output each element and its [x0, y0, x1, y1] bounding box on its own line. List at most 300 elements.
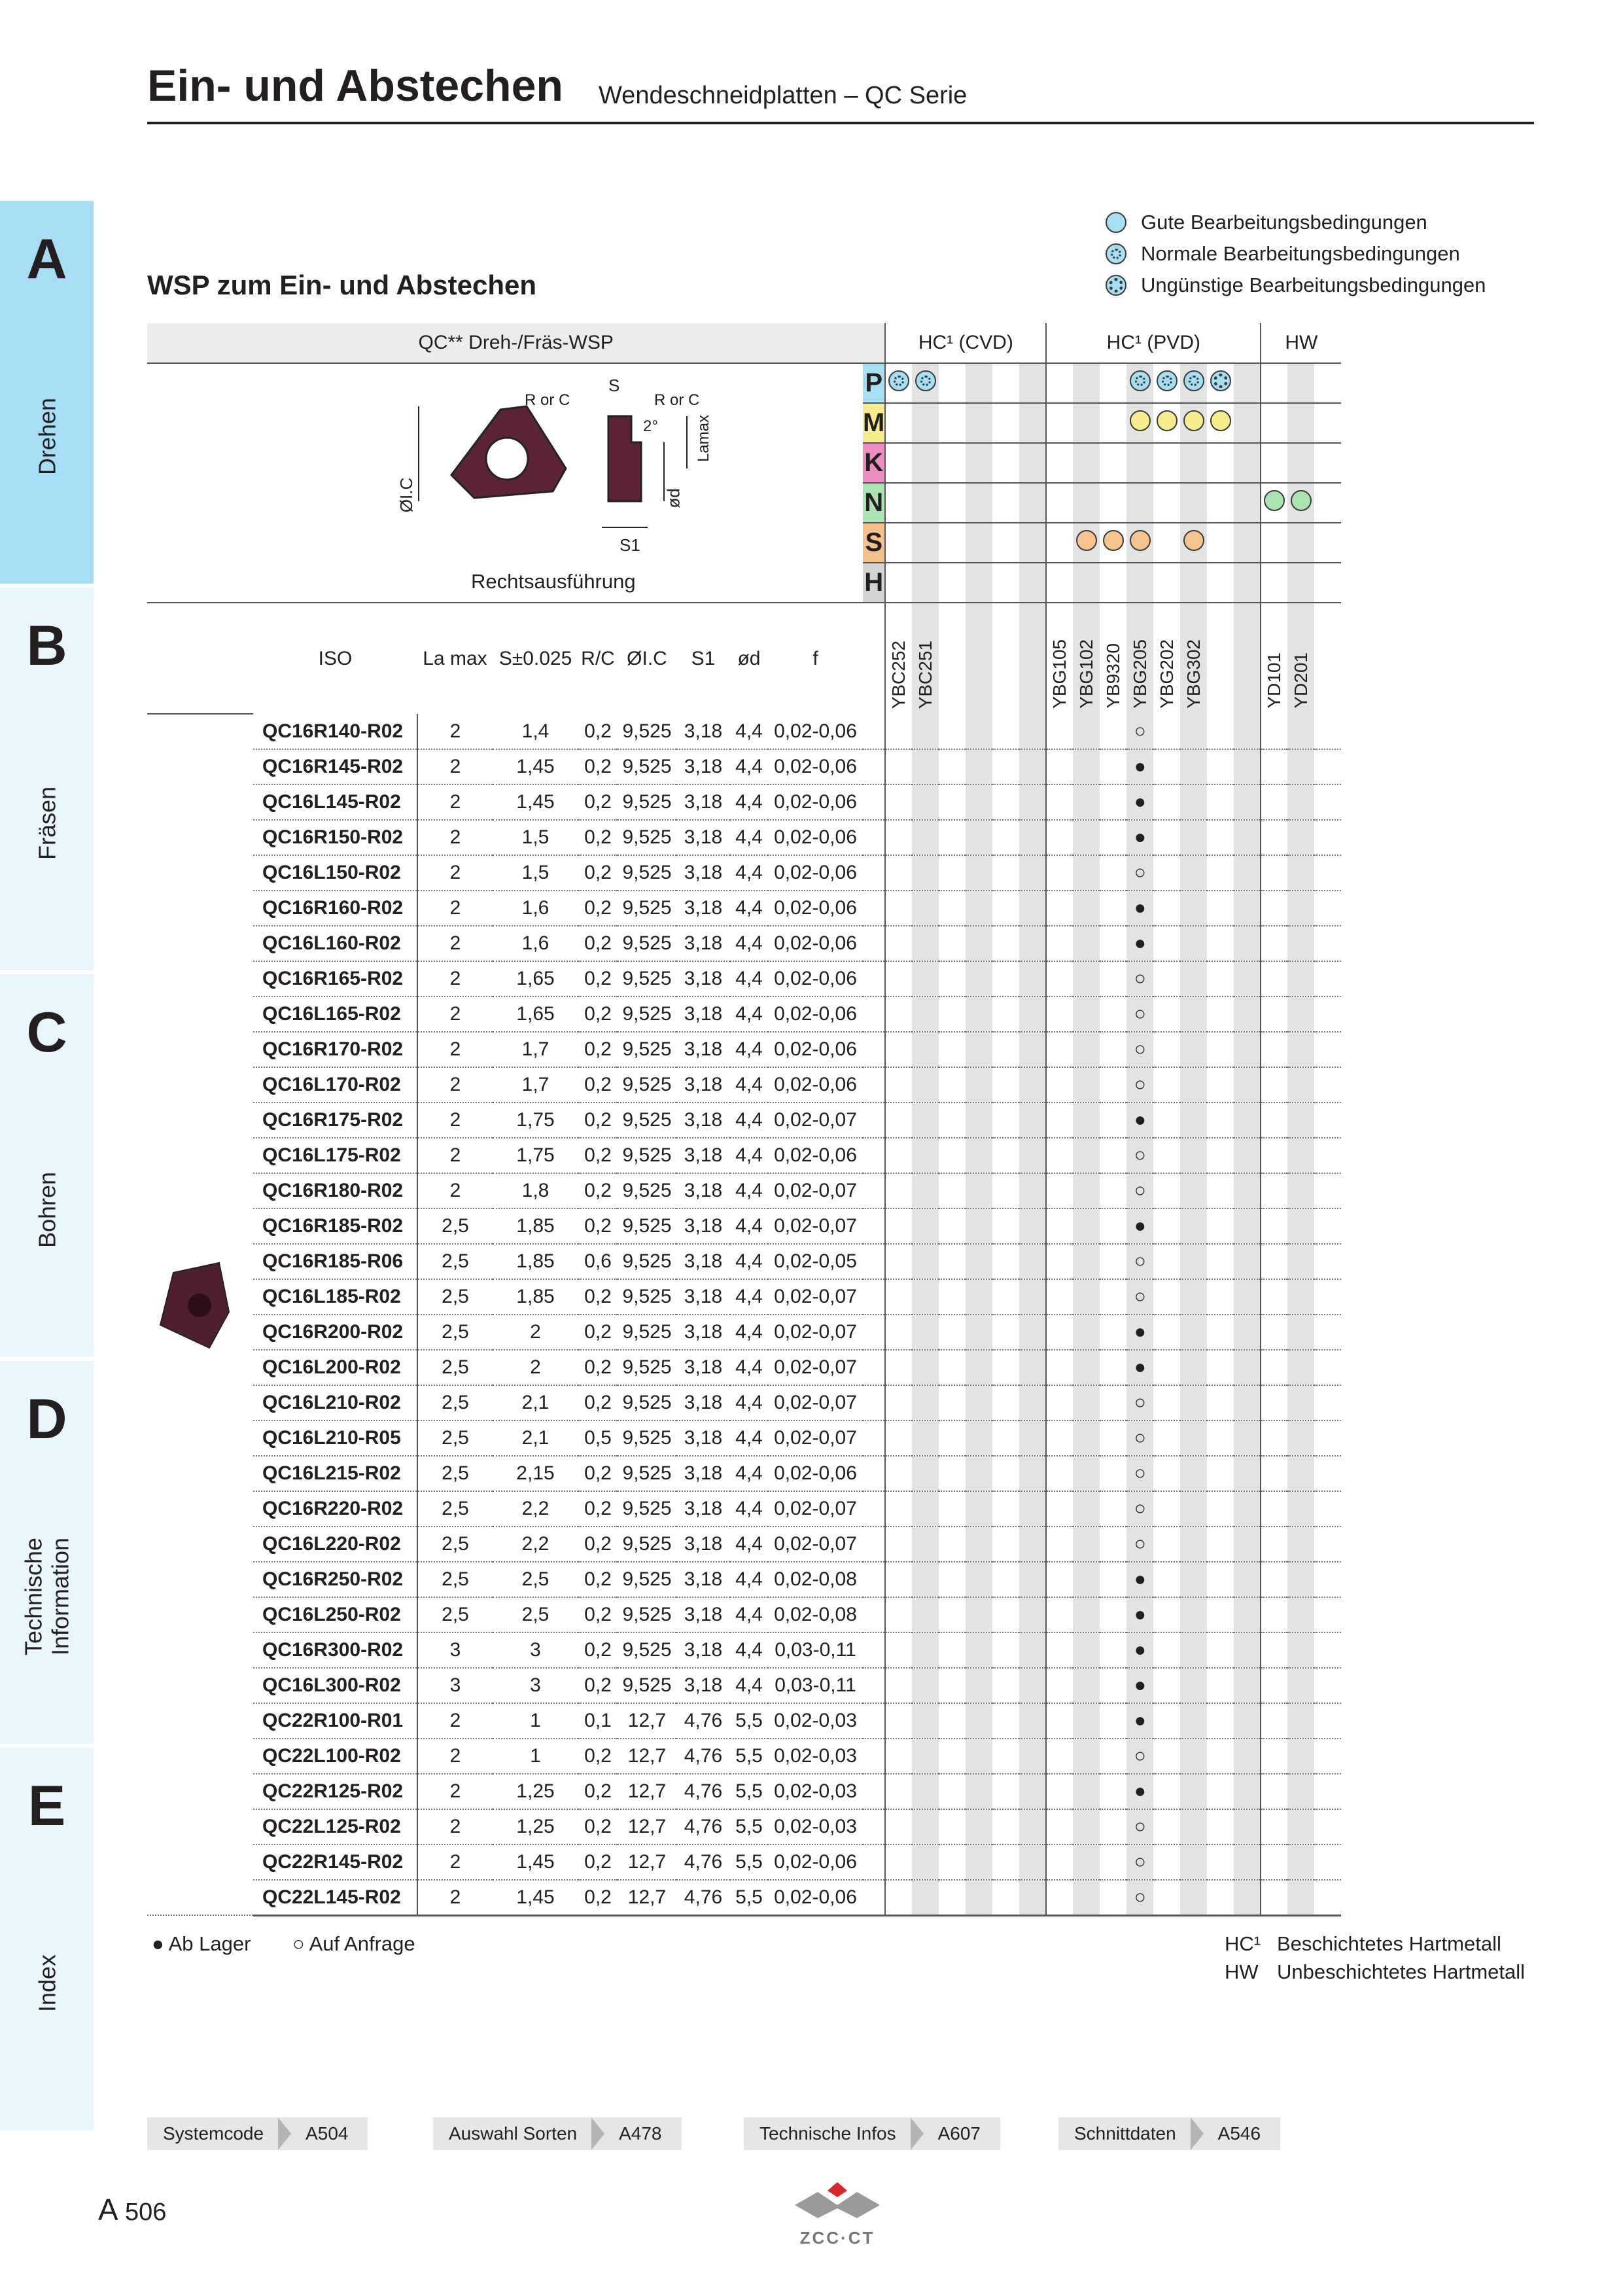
legend-normal — [1106, 242, 1460, 266]
grade-cell — [1314, 891, 1341, 926]
row-value: 9,525 — [618, 1138, 676, 1173]
grade-cell — [1073, 1350, 1100, 1385]
grade-cell — [1287, 363, 1314, 403]
diagram-r-right-label: R or C — [654, 391, 700, 409]
grade-cell — [1046, 1315, 1073, 1350]
row-value: 9,525 — [618, 1633, 676, 1668]
grade-cell — [1100, 1421, 1126, 1456]
grade-cell — [1287, 1244, 1314, 1279]
grade-cell — [1180, 1385, 1207, 1421]
grade-cell — [1234, 926, 1261, 961]
grade-cell — [1046, 1845, 1073, 1880]
legend-on-request: ○ Auf Anfrage — [292, 1932, 415, 1955]
row-value: 9,525 — [618, 1456, 676, 1491]
row-value: 0,2 — [578, 1880, 618, 1915]
grade-cell — [1261, 1032, 1287, 1067]
row-value: 9,525 — [618, 1209, 676, 1244]
row-value: 0,03-0,11 — [768, 1633, 863, 1668]
hw-text: Unbeschichtetes Hartmetall — [1277, 1960, 1526, 1983]
row-value: 2 — [417, 749, 493, 785]
grade-cell — [966, 1032, 992, 1067]
grade-cell — [1207, 483, 1234, 523]
row-value: 4,4 — [730, 1456, 768, 1491]
grade-cell — [1287, 1103, 1314, 1138]
grade-cell — [1180, 714, 1207, 749]
row-value: 3,18 — [676, 749, 730, 785]
grade-cell — [1234, 1597, 1261, 1633]
spacer-cell — [863, 1809, 885, 1845]
grade-cell — [939, 855, 966, 891]
hc-text: Beschichtetes Hartmetall — [1277, 1932, 1501, 1955]
nav-link-2[interactable] — [744, 2117, 1000, 2150]
grade-cell — [966, 1668, 992, 1703]
column-header: S±0.025 — [493, 603, 578, 714]
row-value: 2 — [417, 1067, 493, 1103]
row-value: 5,5 — [730, 1703, 768, 1739]
grade-cell — [939, 1032, 966, 1067]
grade-cell — [912, 1562, 939, 1597]
grade-cell — [885, 1809, 912, 1845]
logo-mark-icon — [782, 2179, 893, 2225]
column-header: S1 — [676, 603, 730, 714]
row-value: 4,4 — [730, 1103, 768, 1138]
spacer-cell — [863, 1173, 885, 1209]
grade-cell — [1153, 1315, 1180, 1350]
grade-cell — [1207, 997, 1234, 1032]
grade-cell — [1234, 1032, 1261, 1067]
row-value: 4,4 — [730, 1279, 768, 1315]
table-row — [147, 1244, 1341, 1279]
grade-cell — [1073, 1491, 1100, 1527]
grade-cell — [1019, 1633, 1046, 1668]
grade-cell — [1314, 1633, 1341, 1668]
grade-cell — [1314, 1668, 1341, 1703]
grade-cell — [1073, 1527, 1100, 1562]
row-value: 5,5 — [730, 1845, 768, 1880]
tab-label: Bohren — [33, 1171, 61, 1248]
nav-page: A546 — [1217, 2123, 1261, 2144]
row-value: 5,5 — [730, 1739, 768, 1774]
grade-group-header: HC¹ (CVD) — [885, 323, 1046, 363]
row-value: 3,18 — [676, 1032, 730, 1067]
grade-cell — [1207, 926, 1234, 961]
row-value: 3,18 — [676, 1279, 730, 1315]
grade-cell — [1100, 1244, 1126, 1279]
grade-cell — [1287, 749, 1314, 785]
grade-cell — [912, 1880, 939, 1915]
grade-cell — [1046, 363, 1073, 403]
grade-cell — [1126, 603, 1153, 714]
grade-cell — [1073, 997, 1100, 1032]
iso-code: QC16R160-R02 — [253, 891, 417, 926]
availability-marker: ● — [1126, 1774, 1153, 1809]
grade-cell — [966, 1244, 992, 1279]
grade-cell — [885, 1845, 912, 1880]
spacer-cell — [863, 749, 885, 785]
grade-cell — [992, 1315, 1019, 1350]
spacer-cell — [863, 1597, 885, 1633]
diagram-angle-label: 2° — [643, 417, 658, 435]
grade-cell — [1046, 523, 1073, 563]
grade-cell — [939, 891, 966, 926]
grade-cell — [992, 363, 1019, 403]
grade-cell — [1287, 1456, 1314, 1491]
material-m: M — [863, 403, 885, 443]
row-value: 4,4 — [730, 714, 768, 749]
grade-cell — [1100, 820, 1126, 855]
grade-cell — [1100, 926, 1126, 961]
row-value: 2 — [417, 820, 493, 855]
iso-code: QC16L175-R02 — [253, 1138, 417, 1173]
row-value: 4,4 — [730, 855, 768, 891]
grade-cell — [1019, 1067, 1046, 1103]
row-value: 0,2 — [578, 1385, 618, 1421]
grade-cell — [1153, 1845, 1180, 1880]
row-value: 1,5 — [493, 855, 578, 891]
grade-cell — [1314, 1103, 1341, 1138]
table-row — [147, 1421, 1341, 1456]
grade-cell — [1314, 1421, 1341, 1456]
grade-cell — [1207, 1597, 1234, 1633]
grade-cell — [992, 1456, 1019, 1491]
grade-cell — [1207, 1880, 1234, 1915]
grade-cell — [992, 483, 1019, 523]
material-n: N — [863, 483, 885, 523]
grade-cell — [1046, 1633, 1073, 1668]
row-value: 0,02-0,06 — [768, 1067, 863, 1103]
row-value: 0,2 — [578, 1597, 618, 1633]
column-header: R/C — [578, 603, 618, 714]
grade-cell — [1180, 1527, 1207, 1562]
row-value: 1,85 — [493, 1209, 578, 1244]
grade-cell — [992, 1880, 1019, 1915]
nav-link-3[interactable] — [1058, 2117, 1280, 2150]
row-value: 4,4 — [730, 997, 768, 1032]
row-value: 0,02-0,06 — [768, 997, 863, 1032]
grade-cell — [966, 483, 992, 523]
grade-cell — [1207, 563, 1234, 603]
row-value: 2 — [417, 961, 493, 997]
grade-cell — [1153, 785, 1180, 820]
grade-cell — [1100, 1562, 1126, 1597]
grade-cell — [885, 785, 912, 820]
grade-cell — [939, 749, 966, 785]
material-k: K — [863, 443, 885, 483]
row-value: 0,02-0,07 — [768, 1315, 863, 1350]
grade-cell — [1207, 1350, 1234, 1385]
grade-cell — [1234, 363, 1261, 403]
grade-cell — [992, 1138, 1019, 1173]
grade-cell — [992, 603, 1019, 714]
grade-cell — [1153, 891, 1180, 926]
row-value: 0,02-0,06 — [768, 926, 863, 961]
grade-cell — [1261, 1880, 1287, 1915]
grade-cell — [1234, 997, 1261, 1032]
grade-cell — [1261, 1668, 1287, 1703]
grade-cell — [885, 1880, 912, 1915]
grade-cell — [885, 1350, 912, 1385]
row-value: 2,1 — [493, 1385, 578, 1421]
grade-cell — [939, 1350, 966, 1385]
grade-cell — [1153, 749, 1180, 785]
grade-cell — [939, 1244, 966, 1279]
grade-cell — [966, 891, 992, 926]
grade-cell — [1234, 714, 1261, 749]
row-value: 0,02-0,07 — [768, 1209, 863, 1244]
availability-marker: ○ — [1126, 855, 1153, 891]
row-value: 0,2 — [578, 961, 618, 997]
grade-cell — [885, 1597, 912, 1633]
availability-marker: ○ — [1126, 1880, 1153, 1915]
grade-cell — [1234, 891, 1261, 926]
grade-cell — [1287, 926, 1314, 961]
grade-cell — [1180, 1845, 1207, 1880]
iso-code: QC16R140-R02 — [253, 714, 417, 749]
iso-code: QC16L210-R05 — [253, 1421, 417, 1456]
row-value: 9,525 — [618, 1527, 676, 1562]
grade-cell — [1073, 961, 1100, 997]
grade-cell — [939, 1067, 966, 1103]
grade-cell — [992, 443, 1019, 483]
row-value: 12,7 — [618, 1774, 676, 1809]
grade-cell — [1287, 1668, 1314, 1703]
grade-cell — [1261, 926, 1287, 961]
grade-cell — [1073, 603, 1100, 714]
row-value: 2 — [417, 1880, 493, 1915]
grade-cell — [1261, 1527, 1287, 1562]
grade-cell — [1180, 1173, 1207, 1209]
grade-cell — [1073, 1633, 1100, 1668]
grade-cell — [1314, 363, 1341, 403]
grade-cell — [1314, 1279, 1341, 1315]
grade-cell — [966, 1633, 992, 1668]
grade-cell — [1261, 749, 1287, 785]
nav-page: A607 — [937, 2123, 981, 2144]
table-row — [147, 1562, 1341, 1597]
grade-cell — [1019, 1209, 1046, 1244]
spacer-cell — [863, 1067, 885, 1103]
row-value: 9,525 — [618, 997, 676, 1032]
iso-code: QC16R185-R06 — [253, 1244, 417, 1279]
row-value: 5,5 — [730, 1880, 768, 1915]
grade-cell — [939, 1809, 966, 1845]
grade-cell — [1100, 1845, 1126, 1880]
grade-cell — [1180, 1456, 1207, 1491]
grade-group-header: HW — [1261, 323, 1341, 363]
spacer-cell — [863, 1315, 885, 1350]
grade-cell — [966, 855, 992, 891]
iso-code: QC16R150-R02 — [253, 820, 417, 855]
grade-cell — [885, 1633, 912, 1668]
row-value: 3,18 — [676, 1209, 730, 1244]
row-value: 9,525 — [618, 1562, 676, 1597]
availability-marker: ○ — [1126, 1845, 1153, 1880]
grade-cell — [912, 1209, 939, 1244]
grade-cell — [1261, 714, 1287, 749]
grade-cell — [1019, 1774, 1046, 1809]
grade-cell — [1073, 785, 1100, 820]
grade-cell — [1207, 1845, 1234, 1880]
grade-cell — [885, 403, 912, 443]
row-value: 0,02-0,05 — [768, 1244, 863, 1279]
logo-text: ZCC·CT — [799, 2228, 875, 2248]
availability-marker: ○ — [1126, 1067, 1153, 1103]
grade-cell — [1314, 961, 1341, 997]
page-digits: 506 — [124, 2199, 167, 2226]
grade-cell — [1180, 820, 1207, 855]
grade-cell — [1287, 603, 1314, 714]
grade-cell — [1019, 1279, 1046, 1315]
row-value: 3,18 — [676, 820, 730, 855]
grade-cell — [1314, 749, 1341, 785]
grade-cell — [966, 1315, 992, 1350]
iso-code: QC22L145-R02 — [253, 1880, 417, 1915]
row-value: 2 — [417, 997, 493, 1032]
normal-marker-icon — [1106, 243, 1126, 264]
grade-cell — [1261, 997, 1287, 1032]
row-value: 9,525 — [618, 1315, 676, 1350]
grade-cell — [1207, 603, 1234, 714]
grade-cell — [1153, 1279, 1180, 1315]
grade-cell — [939, 1315, 966, 1350]
grade-cell — [1153, 1209, 1180, 1244]
tab-b[interactable] — [0, 588, 94, 970]
row-value: 5,5 — [730, 1809, 768, 1845]
grade-cell — [1261, 1633, 1287, 1668]
legend-gut — [1106, 211, 1427, 234]
grade-cell — [939, 1633, 966, 1668]
row-value: 4,4 — [730, 820, 768, 855]
grade-cell — [1153, 1668, 1180, 1703]
grade-cell — [992, 1173, 1019, 1209]
grade-cell — [966, 1067, 992, 1103]
grade-cell — [885, 523, 912, 563]
grade-cell — [1073, 1279, 1100, 1315]
availability-marker: ● — [1126, 1703, 1153, 1739]
row-value: 0,2 — [578, 1774, 618, 1809]
grade-cell — [1073, 1209, 1100, 1244]
grade-cell — [885, 1067, 912, 1103]
grade-cell — [1261, 1209, 1287, 1244]
tab-c[interactable] — [0, 974, 94, 1357]
row-value: 9,525 — [618, 1067, 676, 1103]
grade-cell — [992, 1845, 1019, 1880]
tab-a[interactable] — [0, 201, 94, 584]
row-value: 3,18 — [676, 1315, 730, 1350]
spacer-cell — [863, 1279, 885, 1315]
row-value: 0,2 — [578, 785, 618, 820]
grade-cell — [1019, 1491, 1046, 1527]
grade-cell — [1126, 563, 1153, 603]
grade-cell — [1153, 563, 1180, 603]
grade-cell — [939, 1138, 966, 1173]
nav-link-0[interactable] — [147, 2117, 368, 2150]
grade-cell — [992, 1633, 1019, 1668]
grade-cell — [885, 1173, 912, 1209]
grade-cell — [912, 1173, 939, 1209]
grade-cell — [1046, 749, 1073, 785]
iso-code: QC16R175-R02 — [253, 1103, 417, 1138]
grade-cell — [992, 563, 1019, 603]
row-value: 0,2 — [578, 1845, 618, 1880]
spacer-cell — [863, 961, 885, 997]
grade-cell — [1314, 483, 1341, 523]
row-value: 0,02-0,06 — [768, 820, 863, 855]
grade-cell — [1019, 403, 1046, 443]
row-value: 3 — [417, 1668, 493, 1703]
grade-cell — [1153, 1597, 1180, 1633]
grade-cell — [1180, 483, 1207, 523]
diagram-caption: Rechtsausführung — [471, 570, 636, 593]
grade-cell — [1019, 1739, 1046, 1774]
row-value: 3,18 — [676, 1491, 730, 1527]
grade-cell — [1100, 1668, 1126, 1703]
grade-cell — [1073, 855, 1100, 891]
row-value: 4,4 — [730, 1491, 768, 1527]
availability-marker: ○ — [1126, 1739, 1153, 1774]
iso-code: QC16R200-R02 — [253, 1315, 417, 1350]
grade-cell — [1019, 714, 1046, 749]
row-value: 9,525 — [618, 714, 676, 749]
row-value: 12,7 — [618, 1703, 676, 1739]
row-value: 3 — [417, 1633, 493, 1668]
grade-cell — [939, 1703, 966, 1739]
grade-cell — [885, 820, 912, 855]
grade-cell — [1046, 1527, 1073, 1562]
row-value: 2 — [417, 1173, 493, 1209]
grade-cell — [885, 926, 912, 961]
table-row — [147, 1597, 1341, 1633]
grade-cell — [1100, 1491, 1126, 1527]
grade-cell — [1314, 1244, 1341, 1279]
row-value: 1 — [493, 1739, 578, 1774]
row-value: 0,2 — [578, 1668, 618, 1703]
grade-cell — [912, 1491, 939, 1527]
table-row — [147, 1103, 1341, 1138]
tab-d[interactable] — [0, 1361, 94, 1744]
nav-link-1[interactable] — [433, 2117, 682, 2150]
tab-e[interactable] — [0, 1748, 94, 2130]
spacer-cell — [863, 1845, 885, 1880]
row-value: 0,02-0,07 — [768, 1421, 863, 1456]
grade-cell — [1073, 1668, 1100, 1703]
row-value: 0,2 — [578, 1633, 618, 1668]
grade-cell — [992, 1067, 1019, 1103]
grade-cell — [1314, 1809, 1341, 1845]
grade-cell — [885, 891, 912, 926]
nav-label: Schnittdaten — [1074, 2123, 1176, 2144]
row-value: 0,2 — [578, 1739, 618, 1774]
grade-cell — [912, 1138, 939, 1173]
row-value: 4,4 — [730, 891, 768, 926]
table-row — [147, 1173, 1341, 1209]
availability-marker: ○ — [1126, 1385, 1153, 1421]
grade-cell — [1019, 1527, 1046, 1562]
row-value: 3,18 — [676, 1350, 730, 1385]
grade-cell — [1019, 1138, 1046, 1173]
column-header: ISO — [253, 603, 417, 714]
grade-cell — [1234, 1138, 1261, 1173]
grade-cell — [1234, 1244, 1261, 1279]
grade-cell — [1234, 1279, 1261, 1315]
grade-cell — [1180, 443, 1207, 483]
grade-cell — [966, 1350, 992, 1385]
spacer-cell — [863, 926, 885, 961]
spacer-cell — [863, 603, 885, 714]
grade-cell — [1261, 1103, 1287, 1138]
grade-cell — [1180, 603, 1207, 714]
grade-cell — [1019, 523, 1046, 563]
